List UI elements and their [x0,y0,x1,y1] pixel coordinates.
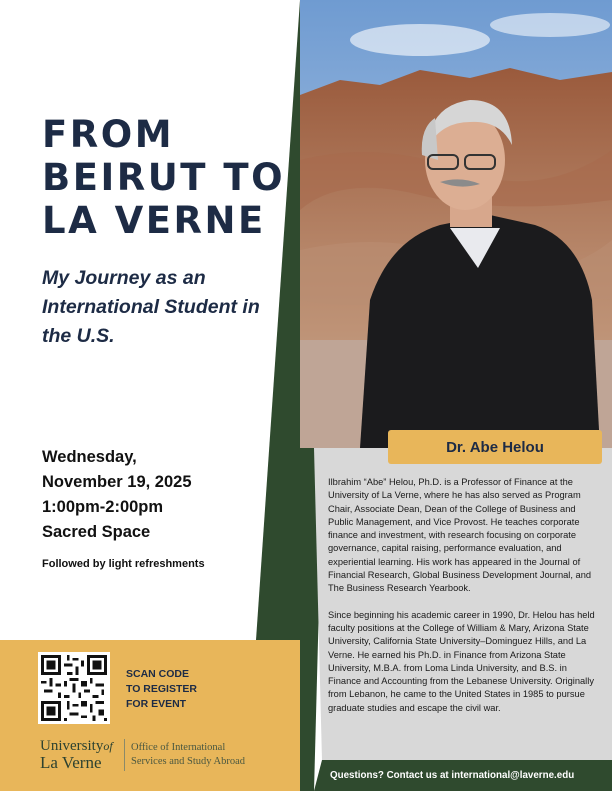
event-time: 1:00pm-2:00pm [42,498,164,516]
speaker-name-tab: Dr. Abe Helou [388,430,602,464]
contact-footer[interactable]: Questions? Contact us at international@laverne.edu [330,770,575,781]
event-subtitle: My Journey as an International Student in the U.S. [42,267,260,347]
event-location: Sacred Space [42,523,151,541]
bio-paragraph-1: Ilbrahim “Abe” Helou, Ph.D. is a Professor of Finance at the University of La Verne, where he has also served as Program Chair, Associate Dean, Dean of the College of Business and Public Management, and Vice Provost. He teaches corporate finance and investment, with research focusing on corporate governance, capital raising, performance evaluation, and experiential learning. His work has appeared in the Journal of Financial Research, Global Business Development Journal, and The Business Research Yearbook. [328,477,592,594]
scan-line-2: TO REGISTER [126,683,197,695]
event-date: November 19, 2025 [42,473,192,491]
scan-line-3: FOR EVENT [126,698,187,710]
university-logo [40,738,280,774]
speaker-bio [328,476,600,728]
logo-la-verne-text: La Verne [40,753,102,772]
scan-line-1: SCAN CODE [126,668,190,680]
logo-divider [124,739,125,771]
event-title: FROM BEIRUT TO LA VERNE [42,113,286,242]
logo-office-name: Office of International Services and Study Abroad [131,742,246,767]
logo-university-text: Universityof [40,738,113,754]
event-details [42,445,282,545]
bio-paragraph-2: Since beginning his academic career in 1990, Dr. Helou has held faculty positions at the College of William & Mary, Arizona State University, California State University–Dominguez Hills, and La Verne. He earned his Ph.D. in Finance from Arizona State University, M.B.A. from Loma Linda University, and B.S. in Finance and Accounting from the Lebanese University. Originally from Lebanon, he came to the United States in 1985 to pursue graduate studies and escape the civil war. [328,609,595,713]
qr-code-icon[interactable] [38,652,110,724]
scan-to-register-text [126,667,246,712]
refreshments-note: Followed by light refreshments [42,558,205,570]
event-day: Wednesday, [42,448,137,466]
speaker-photo [300,0,612,448]
